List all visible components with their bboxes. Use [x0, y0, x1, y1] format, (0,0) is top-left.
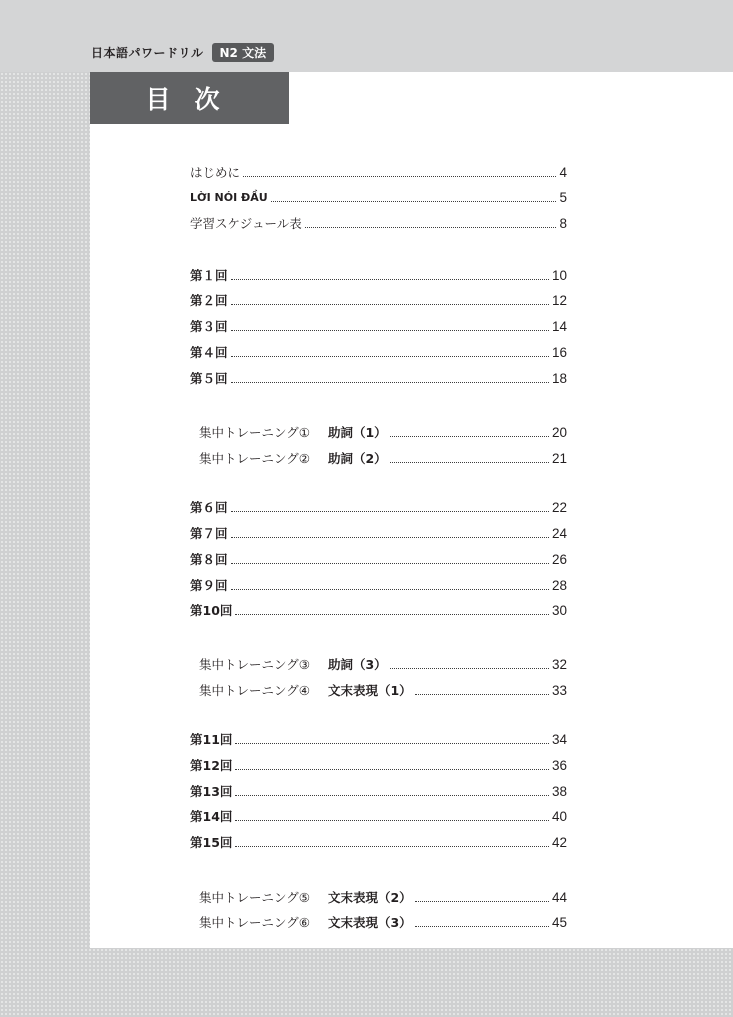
leader-dots: [243, 176, 556, 177]
toc-entry-page: 26: [551, 552, 567, 567]
toc-entry-preface-vi[interactable]: [190, 189, 567, 207]
leader-dots: [415, 694, 549, 695]
toc-entry-page: 44: [551, 890, 567, 905]
toc-entry-lesson-14[interactable]: [190, 808, 567, 826]
toc-entry-label: 第９回: [190, 578, 228, 593]
toc-entry-page: 16: [551, 345, 567, 360]
toc-entry-lesson-2[interactable]: [190, 292, 567, 310]
toc-entry-lesson-10[interactable]: [190, 602, 567, 620]
leader-dots: [231, 356, 549, 357]
toc-entry-label: 集中トレーニング⑥: [199, 915, 310, 930]
toc-entry-lesson-11[interactable]: [190, 731, 567, 749]
leader-dots: [235, 795, 549, 796]
toc-entry-label: 第７回: [190, 526, 228, 541]
leader-dots: [231, 537, 549, 538]
toc-entry-label: 第１回: [190, 268, 228, 283]
toc-entry-page: 28: [551, 578, 567, 593]
leader-dots: [235, 614, 549, 615]
leader-dots: [235, 846, 549, 847]
toc-entry-page: 45: [551, 915, 567, 930]
toc-entry-training-2[interactable]: [199, 450, 567, 468]
toc-entry-label: 集中トレーニング④: [199, 683, 310, 698]
toc-entry-label: 第４回: [190, 345, 228, 360]
toc-entry-page: 30: [551, 603, 567, 618]
toc-entry-page: 22: [551, 500, 567, 515]
leader-dots: [231, 279, 549, 280]
toc-entry-training-6[interactable]: [199, 914, 567, 932]
toc-entry-lesson-3[interactable]: [190, 318, 567, 336]
leader-dots: [415, 901, 549, 902]
toc-entry-subtitle: 助詞（3）: [327, 657, 387, 672]
toc-entry-page: 20: [551, 425, 567, 440]
toc-entry-lesson-9[interactable]: [190, 577, 567, 595]
toc-entry-page: 33: [551, 683, 567, 698]
leader-dots: [231, 589, 549, 590]
toc-entry-page: 8: [559, 216, 567, 231]
toc-entry-label: 学習スケジュール表: [190, 216, 302, 231]
leader-dots: [231, 563, 549, 564]
book-title: 日本語パワードリル: [91, 45, 204, 60]
toc-entry-page: 24: [551, 526, 567, 541]
toc-entry-lesson-7[interactable]: [190, 525, 567, 543]
level-badge: N2 文法: [212, 43, 275, 62]
toc-entry-training-4[interactable]: [199, 682, 567, 700]
toc-entry-label: 第10回: [190, 603, 233, 618]
toc-entry-page: 36: [551, 758, 567, 773]
toc-entry-label: 第６回: [190, 500, 228, 515]
toc-entry-label: 第２回: [190, 293, 228, 308]
toc-entry-lesson-1[interactable]: [190, 267, 567, 285]
toc-entry-page: 4: [559, 165, 567, 180]
toc-entry-label: 第５回: [190, 371, 228, 386]
leader-dots: [231, 304, 549, 305]
toc-entry-subtitle: 文末表現（2）: [327, 890, 412, 905]
toc-entry-label: 第15回: [190, 835, 233, 850]
toc-entry-label: 第８回: [190, 552, 228, 567]
leader-dots: [231, 511, 549, 512]
toc-entry-training-3[interactable]: [199, 656, 567, 674]
toc-entry-label: 集中トレーニング②: [199, 451, 310, 466]
toc-entry-label: 第３回: [190, 319, 228, 334]
toc-entry-subtitle: 文末表現（3）: [327, 915, 412, 930]
toc-entry-label: 第14回: [190, 809, 233, 824]
leader-dots: [235, 769, 549, 770]
toc-entry-page: 5: [559, 190, 567, 205]
toc-entry-lesson-5[interactable]: [190, 370, 567, 388]
toc-entry-lesson-6[interactable]: [190, 499, 567, 517]
toc-entry-lesson-15[interactable]: [190, 834, 567, 852]
toc-entry-page: 42: [551, 835, 567, 850]
leader-dots: [271, 201, 557, 202]
toc-entry-label: 第12回: [190, 758, 233, 773]
toc-entry-subtitle: 文末表現（1）: [327, 683, 412, 698]
toc-entry-label: 第11回: [190, 732, 233, 747]
toc-entry-page: 12: [551, 293, 567, 308]
toc-entry-lesson-13[interactable]: [190, 783, 567, 801]
toc-entry-page: 38: [551, 784, 567, 799]
toc-entry-label: 集中トレーニング③: [199, 657, 310, 672]
toc-entry-page: 18: [551, 371, 567, 386]
leader-dots: [390, 436, 549, 437]
toc-entry-training-5[interactable]: [199, 889, 567, 907]
leader-dots: [231, 382, 549, 383]
toc-entry-label: 集中トレーニング①: [199, 425, 310, 440]
toc-entry-label: LỜI NÓI ĐẦU: [190, 191, 268, 204]
toc-entry-lesson-12[interactable]: [190, 757, 567, 775]
toc-entry-schedule[interactable]: [190, 215, 567, 233]
toc-entry-training-1[interactable]: [199, 424, 567, 442]
leader-dots: [390, 668, 549, 669]
toc-entry-label: 第13回: [190, 784, 233, 799]
toc-entry-label: 集中トレーニング⑤: [199, 890, 310, 905]
toc-entry-page: 40: [551, 809, 567, 824]
toc-entry-subtitle: 助詞（1）: [327, 425, 387, 440]
leader-dots: [235, 743, 549, 744]
leader-dots: [305, 227, 557, 228]
toc-entry-page: 34: [551, 732, 567, 747]
toc-entry-page: 21: [551, 451, 567, 466]
toc-entry-page: 14: [551, 319, 567, 334]
leader-dots: [235, 820, 549, 821]
leader-dots: [231, 330, 549, 331]
leader-dots: [415, 926, 549, 927]
page-title: 目次: [90, 72, 289, 124]
toc-entry-lesson-4[interactable]: [190, 344, 567, 362]
toc-entry-page: 10: [551, 268, 567, 283]
toc-entry-lesson-8[interactable]: [190, 551, 567, 569]
toc-entry-intro[interactable]: [190, 164, 567, 182]
leader-dots: [390, 462, 549, 463]
toc-entry-label: はじめに: [190, 165, 241, 180]
toc-entry-page: 32: [551, 657, 567, 672]
toc-entry-subtitle: 助詞（2）: [327, 451, 387, 466]
